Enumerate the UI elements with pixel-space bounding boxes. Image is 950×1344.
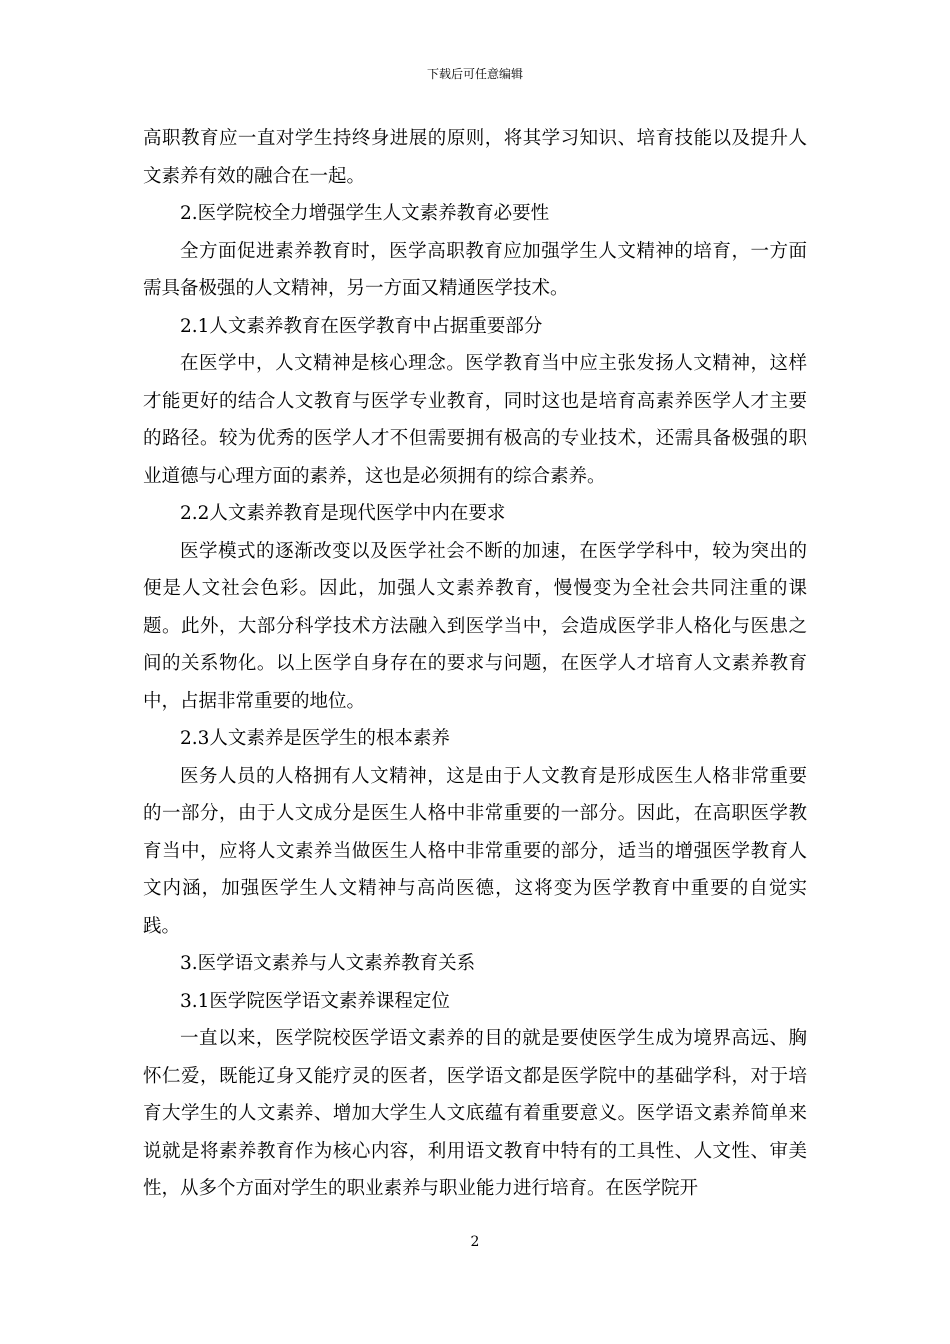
section-heading-2-2: 2.2人文素养教育是现代医学中内在要求 (180, 503, 506, 524)
paragraph-section-2-1: 在医学中，人文精神是核心理念。医学教育当中应主张发扬人文精神，这样才能更好的结合人文教育与医学专业教育，同时这也是培育高素养医学人才主要的路径。较为优秀的医学人才不但需要拥有极高的专业技术，还需具备极强的职业道德与心理方面的素养，这也是必须拥有的综合素养。 (143, 353, 807, 487)
section-heading-2-1: 2.1人文素养教育在医学教育中占据重要部分 (180, 315, 543, 337)
paragraph-section-2-3: 医务人员的人格拥有人文精神，这是由于人文教育是形成医生人格非常重要的一部分，由于人文成分是医生人格中非常重要的一部分。因此，在高职医学教育当中，应将人文素养当做医生人格中非常重要的部分，适当的增强医学教育人文内涵，加强医学生人文精神与高尚医德，这将变为医学教育中重要的自觉实践。 (143, 765, 807, 937)
document-body (143, 120, 807, 1208)
section-heading-2-3: 2.3人文素养是医学生的根本素养 (180, 728, 450, 749)
paragraph-section-2-intro: 全方面促进素养教育时，医学高职教育应加强学生人文精神的培育，一方面需具备极强的人文精神，另一方面又精通医学技术。 (143, 240, 807, 299)
page-header: 下载后可任意编辑 (426, 67, 523, 81)
section-heading-2: 2.医学院校全力增强学生人文素养教育必要性 (180, 203, 550, 224)
section-heading-3-1: 3.1医学院医学语文素养课程定位 (180, 990, 450, 1012)
section-heading-3: 3.医学语文素养与人文素养教育关系 (180, 953, 476, 974)
paragraph-section-2-2: 医学模式的逐渐改变以及医学社会不断的加速，在医学学科中，较为突出的便是人文社会色彩。因此，加强人文素养教育，慢慢变为全社会共同注重的课题。此外，大部分科学技术方法融入到医学当中，会造成医学非人格化与医患之间的关系物化。以上医学自身存在的要求与问题，在医学人才培育人文素养教育中，占据非常重要的地位。 (143, 540, 807, 712)
paragraph-continuation: 高职教育应一直对学生持终身进展的原则，将其学习知识、培育技能以及提升人文素养有效的融合在一起。 (143, 128, 807, 187)
paragraph-section-3-1: 一直以来，医学院校医学语文素养的目的就是要使医学生成为境界高远、胸怀仁爱，既能辽身又能疗灵的医者，医学语文都是医学院中的基础学科，对于培育大学生的人文素养、增加大学生人文底蕴有着重要意义。医学语文素养简单来说就是将素养教育作为核心内容，利用语文教育中特有的工具性、人文性、审美性，从多个方面对学生的职业素养与职业能力进行培育。在医学院开 (143, 1028, 807, 1199)
page-number: 2 (470, 1234, 480, 1250)
